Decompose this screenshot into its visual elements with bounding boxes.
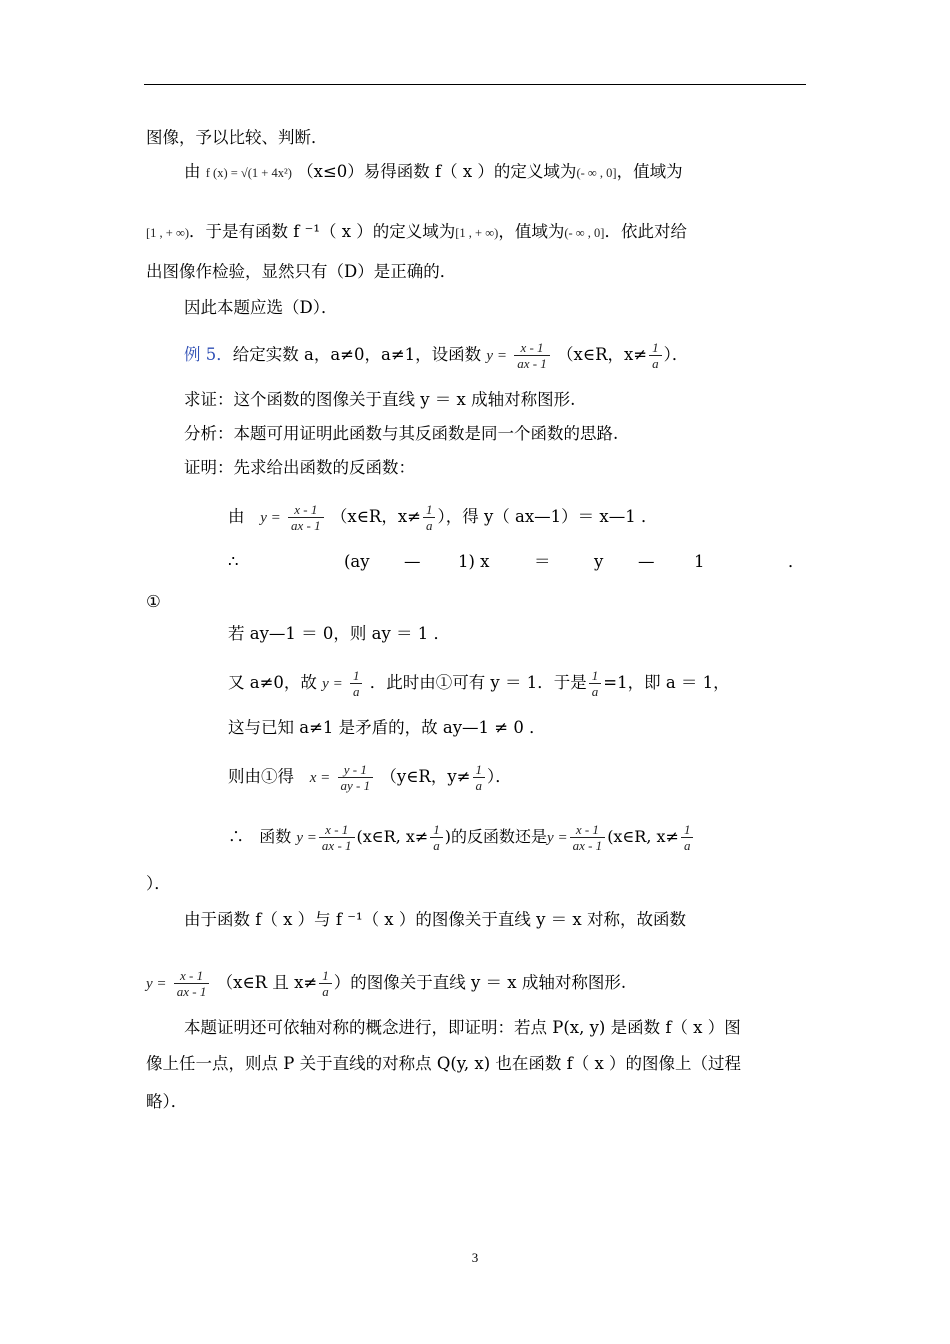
fraction: $\frac{1}{a}$ [350,668,363,699]
text-line-5 [184,296,337,320]
line-text: 分析：本题可用证明此函数与其反函数是同一个函数的思路. [184,424,619,443]
therefore-symbol: ∴ [228,827,245,846]
line-text: （y∈R，y≠ [380,767,471,786]
text-line-15 [228,716,546,740]
line-text: 由于函数 f（ x ）与 f ⁻¹（ x ）的图像关于直线 y ＝ x 对称，故函数 [184,910,686,929]
line-text: y [594,552,604,571]
fraction: $\frac{1}{a}$ [319,968,332,999]
text-line-13 [228,622,450,646]
fraction: $\frac{1}{a}$ [649,340,662,371]
formula-lhs: y = [260,510,281,526]
fraction: $\frac{1}{a}$ [423,502,436,533]
text-line-1 [146,126,328,150]
text-line-23 [146,1090,187,1114]
line-text: ，值域为 [616,162,683,181]
line-text: )的反函数还是 [444,827,548,846]
line-text: ）． [663,345,689,364]
line-text: 出图像作检验，显然只有（D）是正确的． [146,262,457,281]
line-text: 若 ay—1 ＝ 0，则 ay ＝ 1 ． [228,624,451,643]
line-text: ）． [487,767,512,786]
line-text: 这与已知 a≠1 是矛盾的，故 ay—1 ≠ 0 ． [228,718,546,737]
line-text: ．依此对给 [604,222,687,241]
text-line-3 [146,220,687,244]
text-line-21 [184,1016,741,1040]
text-line-12 [146,590,161,614]
line-text: ）的图像关于直线 y ＝ x 成轴对称图形. [333,973,627,992]
line-text: （x∈R，x≠ [330,507,421,526]
formula-sqrt: f (x) = √(1 + 4x²) [205,166,292,180]
formula-lhs: y = [547,830,568,846]
text-line-18 [146,872,171,896]
formula-lhs: x = [309,770,331,786]
formula-lhs: y = [486,348,507,364]
text-line-4 [146,260,456,284]
line-text: 由 [228,507,245,526]
line-text: 又 a≠0，故 [228,673,317,692]
line-text: 函数 [259,827,292,846]
line-text: 因此本题应选（D）． [184,298,338,317]
line-text: 图像，予以比较、判断． [146,128,328,147]
line-text: — [404,552,421,571]
text-line-8 [184,422,618,446]
text-line-11 [228,550,808,574]
line-text: ）． [146,874,171,893]
line-text: （x∈R 且 x≠ [216,973,318,992]
text-line-9 [184,456,415,480]
example-label: 例 5． [184,345,233,364]
line-text: ．于是有函数 f ⁻¹（ x ）的定义域为 [189,222,456,241]
interval: [1 , + ∞) [455,226,499,240]
line-text: 本题证明还可依轴对称的概念进行，即证明：若点 P(x, y) 是函数 f（ x ）图 [184,1018,741,1037]
line-text: (ay [344,552,370,571]
line-text: ，值域为 [498,222,565,241]
line-text: 由 [184,162,201,181]
fraction: $\frac{1}{a}$ [430,822,443,853]
example-5-line [184,340,689,371]
line-text: （x∈R，x≠ [557,345,648,364]
line-text: ＝ [534,552,551,571]
line-text: 给定实数 a，a≠0，a≠1，设函数 [232,345,482,364]
text-line-19 [184,908,686,932]
fraction: $\frac{x - 1}{ax - 1}$ [570,822,606,853]
fraction: $\frac{x - 1}{ax - 1}$ [319,822,355,853]
text-line-16 [228,762,512,793]
fraction: $\frac{y - 1}{ay - 1}$ [338,762,374,793]
fraction: $\frac{x - 1}{ax - 1}$ [288,502,324,533]
text-line-17 [228,822,695,853]
header-rule [144,84,806,85]
text-line-22 [146,1052,741,1076]
text-line-20 [146,968,627,999]
text-line-7 [184,388,575,412]
line-text: 像上任一点，则点 P 关于直线的对称点 Q(y, x) 也在函数 f（ x ）的图像上（过程 [146,1054,742,1073]
text-line-2 [184,160,683,184]
line-text: 证明：先求给出函数的反函数： [184,458,415,477]
circled-marker: ① [146,592,161,611]
fraction: $\frac{1}{a}$ [473,762,486,793]
fraction: $\frac{1}{a}$ [681,822,694,853]
therefore-symbol: ∴ [228,552,239,571]
interval: (- ∞ , 0] [576,166,617,180]
line-text: — [638,552,655,571]
page-number: 3 [471,1250,479,1265]
text-line-14 [228,668,730,699]
line-text: (x∈R, x≠ [356,827,429,846]
fraction: $\frac{x - 1}{ax - 1}$ [174,968,210,999]
line-text: 1 [694,552,705,571]
line-text: ），得 y（ ax—1）＝ x—1 ． [437,507,658,526]
fraction: $\frac{1}{a}$ [589,668,602,699]
formula-lhs: y = [322,676,343,692]
interval: (- ∞ , 0] [564,226,605,240]
line-text: 1) x [458,552,490,571]
line-text: ． [788,552,805,571]
line-text: (x∈R, x≠ [607,827,679,846]
line-text: 则由①得 [228,767,294,786]
line-text: ．此时由①可有 y ＝ 1．于是 [369,673,587,692]
formula-lhs: y = [146,976,167,992]
line-text: 求证：这个函数的图像关于直线 y ＝ x 成轴对称图形. [184,390,576,409]
fraction: $\frac{x - 1}{ax - 1}$ [514,340,550,371]
line-text: （x≤0）易得函数 f（ x ）的定义域为 [297,162,577,181]
interval: [1 , + ∞) [146,226,190,240]
text-line-10 [228,502,658,533]
line-text: 略）． [146,1092,188,1111]
formula-lhs: y = [296,830,317,846]
line-text: =1，即 a ＝ 1， [603,673,730,692]
